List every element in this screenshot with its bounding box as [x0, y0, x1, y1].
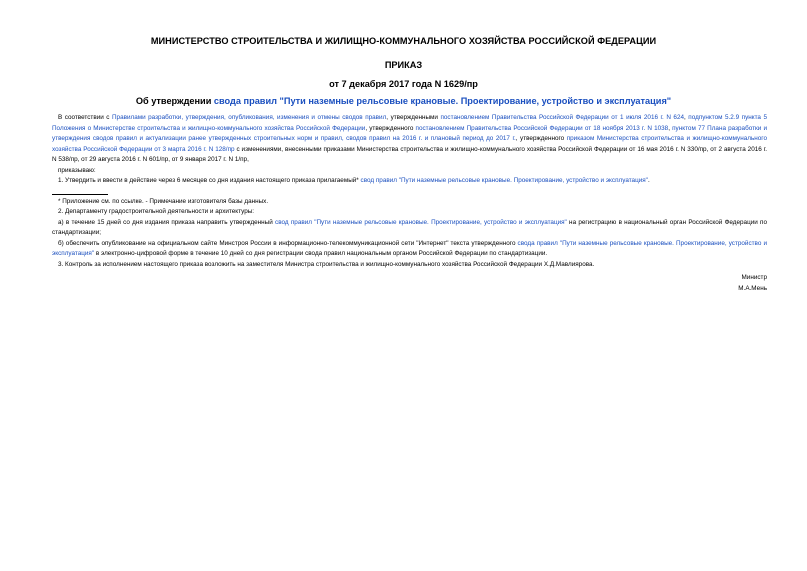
footnote-divider	[52, 194, 108, 195]
signature-block	[52, 273, 767, 294]
link-plan[interactable]: пунктом 77 Плана разработки и утверждения сводов правил и актуализации ранее утвержденных строительных норм и правил, сводов правил на 2016 г. и плановый период до 2017 г.	[52, 124, 768, 142]
text: , утвержденными	[386, 114, 441, 121]
order-word: приказываю:	[58, 166, 96, 174]
text: 1. Утвердить и ввести в действие через 6 месяцев со дня издания настоящего приказа прилагаемый*	[58, 177, 361, 184]
doc-type-heading: ПРИКАЗ	[384, 60, 423, 70]
text: .	[647, 177, 650, 184]
ministry-heading: МИНИСТЕРСТВО СТРОИТЕЛЬСТВА И ЖИЛИЩНО-КОММУНАЛЬНОГО ХОЗЯЙСТВА РОССИЙСКОЙ ФЕДЕРАЦИИ	[150, 36, 657, 46]
signature-name: М.А.Мень	[738, 284, 767, 292]
footnote: * Приложение см. по ссылке. - Примечание изготовителя базы данных.	[58, 197, 269, 205]
document-body	[52, 113, 767, 294]
text: в электронно-цифровой форме в течение 10 дней со дня регистрации свода правил национальным органом Российской Федерации по стандартизации.	[94, 250, 548, 257]
item-1-paragraph	[52, 176, 767, 187]
link-regulation[interactable]: подпунктом 5.2.9 пункта 5 Положения о Министерстве строительства и жилищно-коммунального хозяйства Российской Федерации	[52, 114, 767, 132]
text: , утвержденного	[365, 124, 416, 132]
item-2a-paragraph	[52, 218, 767, 239]
text: на регистрацию в национальный орган Российской Федерации по стандартизации;	[52, 218, 767, 236]
link-decree-624[interactable]: постановлением Правительства Российской Федерации от 1 июля 2016 г. N 624	[440, 114, 685, 121]
link-code-of-rules-2a[interactable]: свод правил "Пути наземные рельсовые крановые. Проектирование, устройство и эксплуатация"	[275, 218, 567, 226]
link-code-of-rules-2b[interactable]: свода правил "Пути наземные рельсовые крановые. Проектирование, устройство и эксплуатация"	[52, 239, 767, 257]
text: с изменениями, внесенными приказами Министерства строительства и жилищно-коммунального хозяйства Российской Федерации от 16 мая 2016 г. N 330/пр, от 2 августа 2016 г. N 538/пр, от 29 августа 2016 г. N 601/пр, от 9 января 2017 г. N 1/пр,	[52, 145, 767, 163]
preamble-paragraph	[52, 113, 767, 166]
link-rules[interactable]: Правилами разработки, утверждения, опубликования, изменения и отмены сводов правил	[111, 114, 387, 121]
item-2b-paragraph	[52, 239, 767, 260]
text: а) в течение 15 дней со дня издания приказа направить утвержденный	[58, 218, 276, 226]
item-3-paragraph: 3. Контроль за исполнением настоящего приказа возложить на заместителя Министра строительства и жилищно-коммунального хозяйства Российской Федерации Х.Д.Мавлиярова.	[58, 260, 595, 268]
text: В соответствии с	[58, 114, 112, 121]
text: б) обеспечить опубликование на официальном сайте Минстроя России в информационно-телекоммуникационной сети "Интернет" текста утвержденного	[58, 239, 518, 247]
title-heading	[0, 96, 807, 106]
date-number-heading: от 7 декабря 2017 года N 1629/пр	[329, 79, 478, 89]
link-decree-1038[interactable]: постановлением Правительства Российской Федерации от 18 ноября 2013 г. N 1038	[415, 124, 669, 132]
text: ,	[668, 124, 673, 132]
text: , утвержденного	[515, 135, 567, 142]
title-link[interactable]: свода правил "Пути наземные рельсовые крановые. Проектирование, устройство и эксплуатация"	[213, 96, 672, 106]
signature-position: Министр	[741, 274, 767, 281]
title-prefix: Об утверждении	[135, 96, 214, 106]
link-code-of-rules[interactable]: свод правил "Пути наземные рельсовые крановые. Проектирование, устройство и эксплуатация"	[360, 177, 648, 184]
text: ,	[684, 114, 689, 121]
item-2-paragraph: 2. Департаменту градостроительной деятельности и архитектуры:	[58, 208, 255, 215]
link-order-128[interactable]: приказом Министерства строительства и жилищно-коммунального хозяйства Российской Федерации от 3 марта 2016 г. N 128/пр	[52, 135, 768, 153]
